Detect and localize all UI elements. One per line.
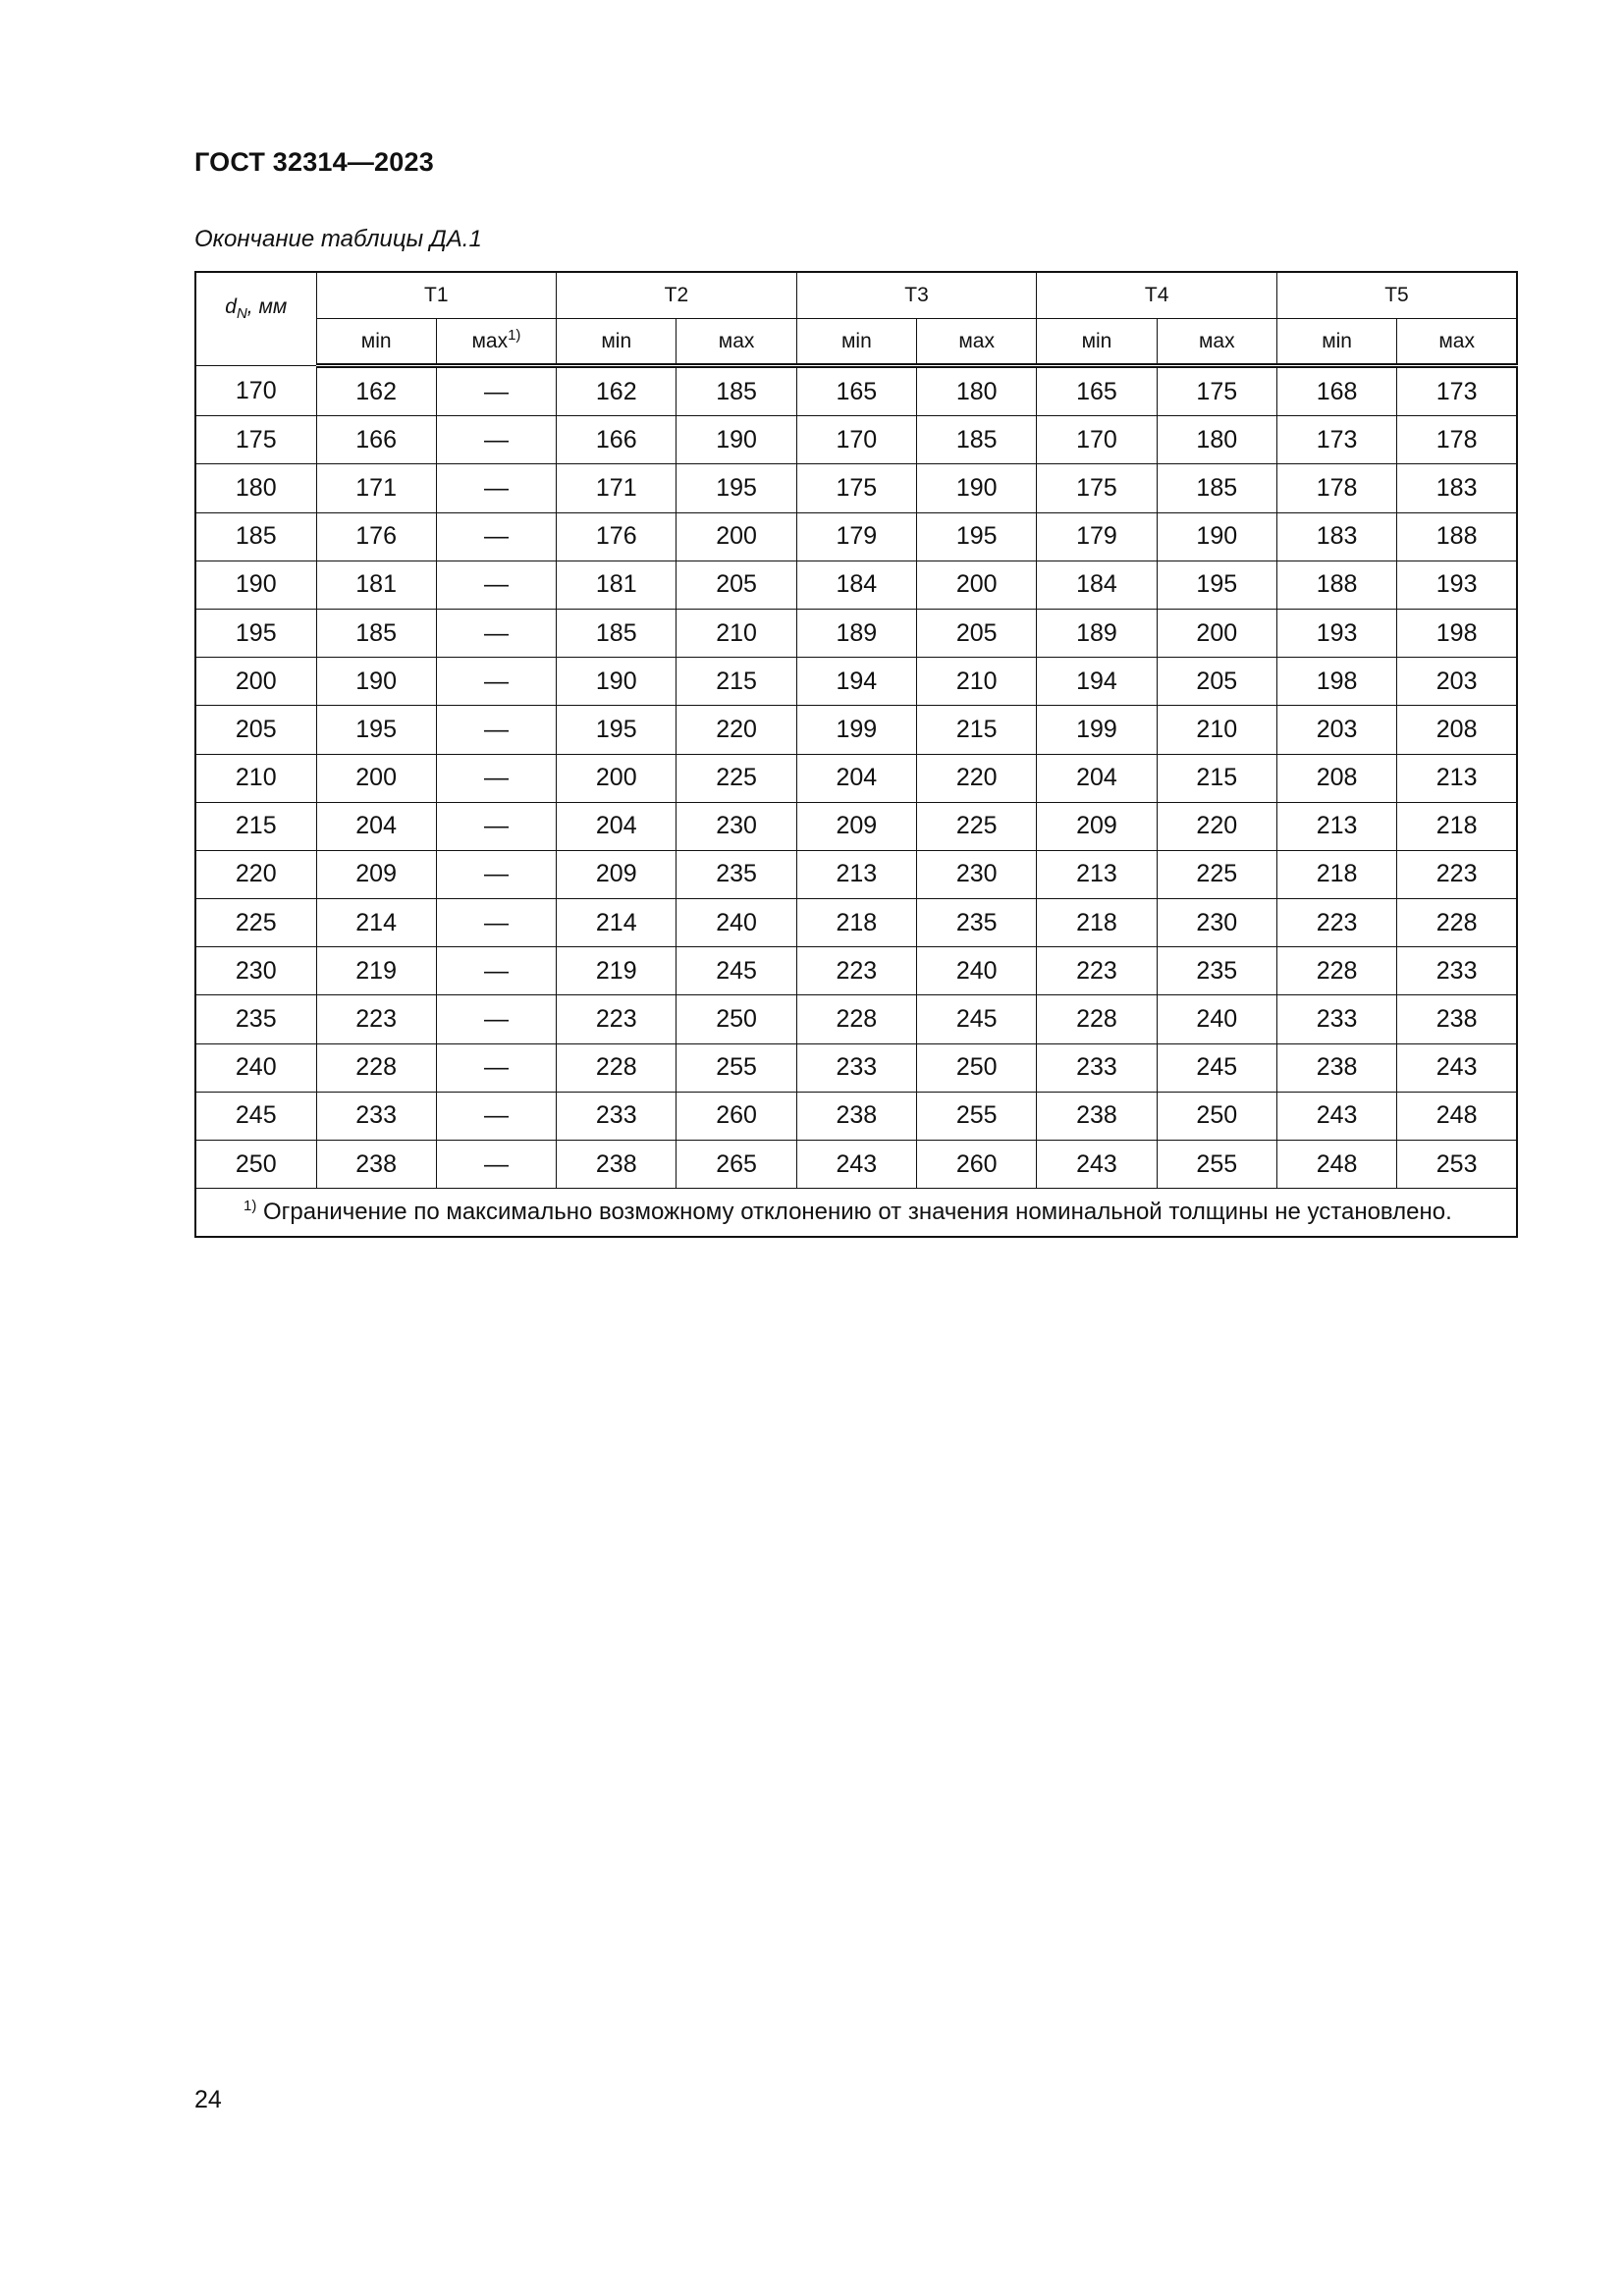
group-header-t2: T2 bbox=[557, 272, 797, 319]
dn-cell: 210 bbox=[195, 754, 316, 802]
value-cell: 235 bbox=[677, 850, 796, 898]
group-header-row bbox=[195, 272, 1517, 319]
value-cell: 204 bbox=[316, 802, 436, 850]
dn-cell: 250 bbox=[195, 1141, 316, 1189]
value-cell: 238 bbox=[557, 1141, 677, 1189]
value-cell: 210 bbox=[1157, 706, 1276, 754]
value-cell: 245 bbox=[917, 995, 1037, 1043]
table-row bbox=[195, 416, 1517, 464]
table-row bbox=[195, 850, 1517, 898]
value-cell: 240 bbox=[917, 947, 1037, 995]
value-cell: 168 bbox=[1276, 366, 1396, 416]
value-cell: 250 bbox=[677, 995, 796, 1043]
value-cell: 173 bbox=[1397, 366, 1517, 416]
group-header-t1: T1 bbox=[316, 272, 557, 319]
value-cell: 200 bbox=[677, 512, 796, 561]
value-cell: 190 bbox=[917, 464, 1037, 512]
value-cell: 218 bbox=[796, 899, 916, 947]
value-cell: — bbox=[436, 561, 556, 609]
table-caption: Окончание таблицы ДА.1 bbox=[194, 226, 482, 252]
dn-cell: 225 bbox=[195, 899, 316, 947]
value-cell: 179 bbox=[1037, 512, 1157, 561]
t2-max-header: мах bbox=[677, 319, 796, 366]
value-cell: 162 bbox=[316, 366, 436, 416]
table-row bbox=[195, 561, 1517, 609]
value-cell: 166 bbox=[557, 416, 677, 464]
value-cell: 178 bbox=[1276, 464, 1396, 512]
value-cell: 214 bbox=[316, 899, 436, 947]
value-cell: 225 bbox=[677, 754, 796, 802]
value-cell: 219 bbox=[557, 947, 677, 995]
value-cell: 209 bbox=[796, 802, 916, 850]
value-cell: 176 bbox=[557, 512, 677, 561]
value-cell: 204 bbox=[1037, 754, 1157, 802]
value-cell: 190 bbox=[316, 658, 436, 706]
value-cell: — bbox=[436, 658, 556, 706]
dn-cell: 195 bbox=[195, 609, 316, 657]
value-cell: 181 bbox=[316, 561, 436, 609]
dn-cell: 215 bbox=[195, 802, 316, 850]
value-cell: 209 bbox=[557, 850, 677, 898]
value-cell: — bbox=[436, 754, 556, 802]
value-cell: 248 bbox=[1397, 1092, 1517, 1140]
value-cell: 260 bbox=[917, 1141, 1037, 1189]
value-cell: — bbox=[436, 850, 556, 898]
value-cell: 195 bbox=[557, 706, 677, 754]
value-cell: 240 bbox=[677, 899, 796, 947]
value-cell: 223 bbox=[557, 995, 677, 1043]
value-cell: 240 bbox=[1157, 995, 1276, 1043]
value-cell: — bbox=[436, 995, 556, 1043]
value-cell: 199 bbox=[796, 706, 916, 754]
value-cell: 243 bbox=[1037, 1141, 1157, 1189]
value-cell: 170 bbox=[1037, 416, 1157, 464]
value-cell: 235 bbox=[1157, 947, 1276, 995]
value-cell: 238 bbox=[1037, 1092, 1157, 1140]
value-cell: 175 bbox=[1037, 464, 1157, 512]
value-cell: 170 bbox=[796, 416, 916, 464]
dn-unit: , мм bbox=[246, 295, 288, 319]
value-cell: 185 bbox=[677, 366, 796, 416]
value-cell: 228 bbox=[796, 995, 916, 1043]
value-cell: 225 bbox=[1157, 850, 1276, 898]
value-cell: 175 bbox=[1157, 366, 1276, 416]
value-cell: 198 bbox=[1397, 609, 1517, 657]
value-cell: 245 bbox=[677, 947, 796, 995]
document-header: ГОСТ 32314—2023 bbox=[194, 147, 434, 177]
value-cell: 200 bbox=[316, 754, 436, 802]
value-cell: 188 bbox=[1276, 561, 1396, 609]
value-cell: 233 bbox=[1397, 947, 1517, 995]
table-row bbox=[195, 995, 1517, 1043]
dn-cell: 175 bbox=[195, 416, 316, 464]
value-cell: 250 bbox=[1157, 1092, 1276, 1140]
value-cell: — bbox=[436, 464, 556, 512]
value-cell: 213 bbox=[1276, 802, 1396, 850]
dn-cell: 190 bbox=[195, 561, 316, 609]
value-cell: 223 bbox=[1397, 850, 1517, 898]
t3-max-header: мах bbox=[917, 319, 1037, 366]
value-cell: 171 bbox=[557, 464, 677, 512]
minmax-header-row bbox=[195, 319, 1517, 366]
value-cell: 250 bbox=[917, 1043, 1037, 1092]
value-cell: 185 bbox=[316, 609, 436, 657]
dn-subscript: N bbox=[236, 305, 247, 323]
value-cell: — bbox=[436, 802, 556, 850]
value-cell: 228 bbox=[1037, 995, 1157, 1043]
value-cell: 223 bbox=[1037, 947, 1157, 995]
value-cell: 195 bbox=[677, 464, 796, 512]
value-cell: 228 bbox=[1276, 947, 1396, 995]
value-cell: 185 bbox=[557, 609, 677, 657]
value-cell: 208 bbox=[1397, 706, 1517, 754]
table-row bbox=[195, 947, 1517, 995]
value-cell: 223 bbox=[316, 995, 436, 1043]
value-cell: 180 bbox=[917, 366, 1037, 416]
table-row bbox=[195, 1043, 1517, 1092]
table-row bbox=[195, 512, 1517, 561]
value-cell: 183 bbox=[1276, 512, 1396, 561]
value-cell: 171 bbox=[316, 464, 436, 512]
value-cell: 190 bbox=[1157, 512, 1276, 561]
value-cell: 248 bbox=[1276, 1141, 1396, 1189]
value-cell: 203 bbox=[1276, 706, 1396, 754]
table-row bbox=[195, 464, 1517, 512]
t5-min-header: мin bbox=[1276, 319, 1396, 366]
value-cell: 243 bbox=[1397, 1043, 1517, 1092]
value-cell: 215 bbox=[677, 658, 796, 706]
value-cell: 233 bbox=[1276, 995, 1396, 1043]
value-cell: 220 bbox=[917, 754, 1037, 802]
value-cell: — bbox=[436, 366, 556, 416]
value-cell: — bbox=[436, 609, 556, 657]
dn-cell: 230 bbox=[195, 947, 316, 995]
group-header-t5: T5 bbox=[1276, 272, 1517, 319]
value-cell: 195 bbox=[1157, 561, 1276, 609]
value-cell: 225 bbox=[917, 802, 1037, 850]
value-cell: — bbox=[436, 1092, 556, 1140]
value-cell: 181 bbox=[557, 561, 677, 609]
value-cell: 220 bbox=[677, 706, 796, 754]
value-cell: 183 bbox=[1397, 464, 1517, 512]
value-cell: — bbox=[436, 947, 556, 995]
t1-max-header bbox=[436, 319, 556, 366]
value-cell: 204 bbox=[796, 754, 916, 802]
t2-min-header: мin bbox=[557, 319, 677, 366]
value-cell: 194 bbox=[796, 658, 916, 706]
dn-cell: 200 bbox=[195, 658, 316, 706]
group-header-t3: T3 bbox=[796, 272, 1037, 319]
table-row bbox=[195, 366, 1517, 416]
value-cell: 199 bbox=[1037, 706, 1157, 754]
value-cell: 195 bbox=[917, 512, 1037, 561]
value-cell: 175 bbox=[796, 464, 916, 512]
value-cell: 255 bbox=[677, 1043, 796, 1092]
value-cell: 243 bbox=[796, 1141, 916, 1189]
footnote-row bbox=[195, 1189, 1517, 1238]
value-cell: 230 bbox=[677, 802, 796, 850]
value-cell: — bbox=[436, 899, 556, 947]
value-cell: 243 bbox=[1276, 1092, 1396, 1140]
table-row bbox=[195, 1141, 1517, 1189]
value-cell: 210 bbox=[677, 609, 796, 657]
dn-symbol: d bbox=[225, 295, 237, 319]
value-cell: 215 bbox=[917, 706, 1037, 754]
t4-max-header: мах bbox=[1157, 319, 1276, 366]
value-cell: — bbox=[436, 416, 556, 464]
value-cell: 210 bbox=[917, 658, 1037, 706]
value-cell: 205 bbox=[1157, 658, 1276, 706]
value-cell: 230 bbox=[1157, 899, 1276, 947]
value-cell: 233 bbox=[557, 1092, 677, 1140]
value-cell: 200 bbox=[917, 561, 1037, 609]
table-body bbox=[195, 366, 1517, 1189]
t3-min-header: мin bbox=[796, 319, 916, 366]
value-cell: 213 bbox=[1037, 850, 1157, 898]
value-cell: 213 bbox=[1397, 754, 1517, 802]
value-cell: 219 bbox=[316, 947, 436, 995]
value-cell: 215 bbox=[1157, 754, 1276, 802]
value-cell: 190 bbox=[677, 416, 796, 464]
value-cell: 205 bbox=[917, 609, 1037, 657]
value-cell: 193 bbox=[1276, 609, 1396, 657]
value-cell: 255 bbox=[1157, 1141, 1276, 1189]
t4-min-header: мin bbox=[1037, 319, 1157, 366]
t5-max-header: мах bbox=[1397, 319, 1517, 366]
value-cell: 208 bbox=[1276, 754, 1396, 802]
value-cell: 198 bbox=[1276, 658, 1396, 706]
dn-cell: 185 bbox=[195, 512, 316, 561]
footnote-ref: 1) bbox=[508, 326, 521, 344]
dn-cell: 180 bbox=[195, 464, 316, 512]
value-cell: — bbox=[436, 512, 556, 561]
value-cell: 173 bbox=[1276, 416, 1396, 464]
value-cell: 218 bbox=[1397, 802, 1517, 850]
dn-cell: 170 bbox=[195, 366, 316, 416]
dn-cell: 235 bbox=[195, 995, 316, 1043]
t1-min-header: мin bbox=[316, 319, 436, 366]
value-cell: 184 bbox=[796, 561, 916, 609]
footnote-text: Ограничение по максимально возможному отклонению от значения номинальной толщины не установлено. bbox=[256, 1199, 1452, 1226]
value-cell: 195 bbox=[316, 706, 436, 754]
value-cell: 235 bbox=[917, 899, 1037, 947]
value-cell: 238 bbox=[1397, 995, 1517, 1043]
value-cell: 184 bbox=[1037, 561, 1157, 609]
value-cell: 205 bbox=[677, 561, 796, 609]
table-row bbox=[195, 609, 1517, 657]
value-cell: 233 bbox=[796, 1043, 916, 1092]
value-cell: 220 bbox=[1157, 802, 1276, 850]
group-header-t4: T4 bbox=[1037, 272, 1277, 319]
value-cell: 233 bbox=[316, 1092, 436, 1140]
value-cell: 238 bbox=[796, 1092, 916, 1140]
value-cell: 209 bbox=[316, 850, 436, 898]
value-cell: 238 bbox=[316, 1141, 436, 1189]
value-cell: 200 bbox=[557, 754, 677, 802]
value-cell: 213 bbox=[796, 850, 916, 898]
value-cell: 193 bbox=[1397, 561, 1517, 609]
dn-cell: 220 bbox=[195, 850, 316, 898]
table-row bbox=[195, 658, 1517, 706]
value-cell: 165 bbox=[1037, 366, 1157, 416]
value-cell: 255 bbox=[917, 1092, 1037, 1140]
value-cell: 176 bbox=[316, 512, 436, 561]
value-cell: 189 bbox=[1037, 609, 1157, 657]
value-cell: — bbox=[436, 706, 556, 754]
value-cell: 218 bbox=[1037, 899, 1157, 947]
footnote-mark: 1) bbox=[244, 1198, 257, 1215]
value-cell: 238 bbox=[1276, 1043, 1396, 1092]
value-cell: 230 bbox=[917, 850, 1037, 898]
dn-cell: 245 bbox=[195, 1092, 316, 1140]
value-cell: 223 bbox=[1276, 899, 1396, 947]
value-cell: 185 bbox=[1157, 464, 1276, 512]
value-cell: 162 bbox=[557, 366, 677, 416]
value-cell: 189 bbox=[796, 609, 916, 657]
table-row bbox=[195, 706, 1517, 754]
value-cell: 214 bbox=[557, 899, 677, 947]
thickness-table bbox=[194, 271, 1518, 1238]
value-cell: 245 bbox=[1157, 1043, 1276, 1092]
value-cell: — bbox=[436, 1141, 556, 1189]
value-cell: 260 bbox=[677, 1092, 796, 1140]
table-row bbox=[195, 899, 1517, 947]
footnote-cell bbox=[195, 1189, 1517, 1238]
value-cell: 228 bbox=[557, 1043, 677, 1092]
dn-cell: 205 bbox=[195, 706, 316, 754]
value-cell: 233 bbox=[1037, 1043, 1157, 1092]
value-cell: — bbox=[436, 1043, 556, 1092]
value-cell: 200 bbox=[1157, 609, 1276, 657]
value-cell: 178 bbox=[1397, 416, 1517, 464]
value-cell: 194 bbox=[1037, 658, 1157, 706]
value-cell: 223 bbox=[796, 947, 916, 995]
table-row bbox=[195, 754, 1517, 802]
table-row bbox=[195, 802, 1517, 850]
value-cell: 165 bbox=[796, 366, 916, 416]
table-row bbox=[195, 1092, 1517, 1140]
value-cell: 185 bbox=[917, 416, 1037, 464]
value-cell: 265 bbox=[677, 1141, 796, 1189]
value-cell: 203 bbox=[1397, 658, 1517, 706]
t1-max-label: мах bbox=[471, 329, 509, 352]
value-cell: 253 bbox=[1397, 1141, 1517, 1189]
value-cell: 228 bbox=[316, 1043, 436, 1092]
value-cell: 180 bbox=[1157, 416, 1276, 464]
value-cell: 218 bbox=[1276, 850, 1396, 898]
value-cell: 166 bbox=[316, 416, 436, 464]
value-cell: 190 bbox=[557, 658, 677, 706]
value-cell: 209 bbox=[1037, 802, 1157, 850]
value-cell: 179 bbox=[796, 512, 916, 561]
value-cell: 228 bbox=[1397, 899, 1517, 947]
value-cell: 204 bbox=[557, 802, 677, 850]
dn-column-header bbox=[195, 272, 316, 366]
value-cell: 188 bbox=[1397, 512, 1517, 561]
dn-cell: 240 bbox=[195, 1043, 316, 1092]
page-number: 24 bbox=[194, 2086, 222, 2113]
